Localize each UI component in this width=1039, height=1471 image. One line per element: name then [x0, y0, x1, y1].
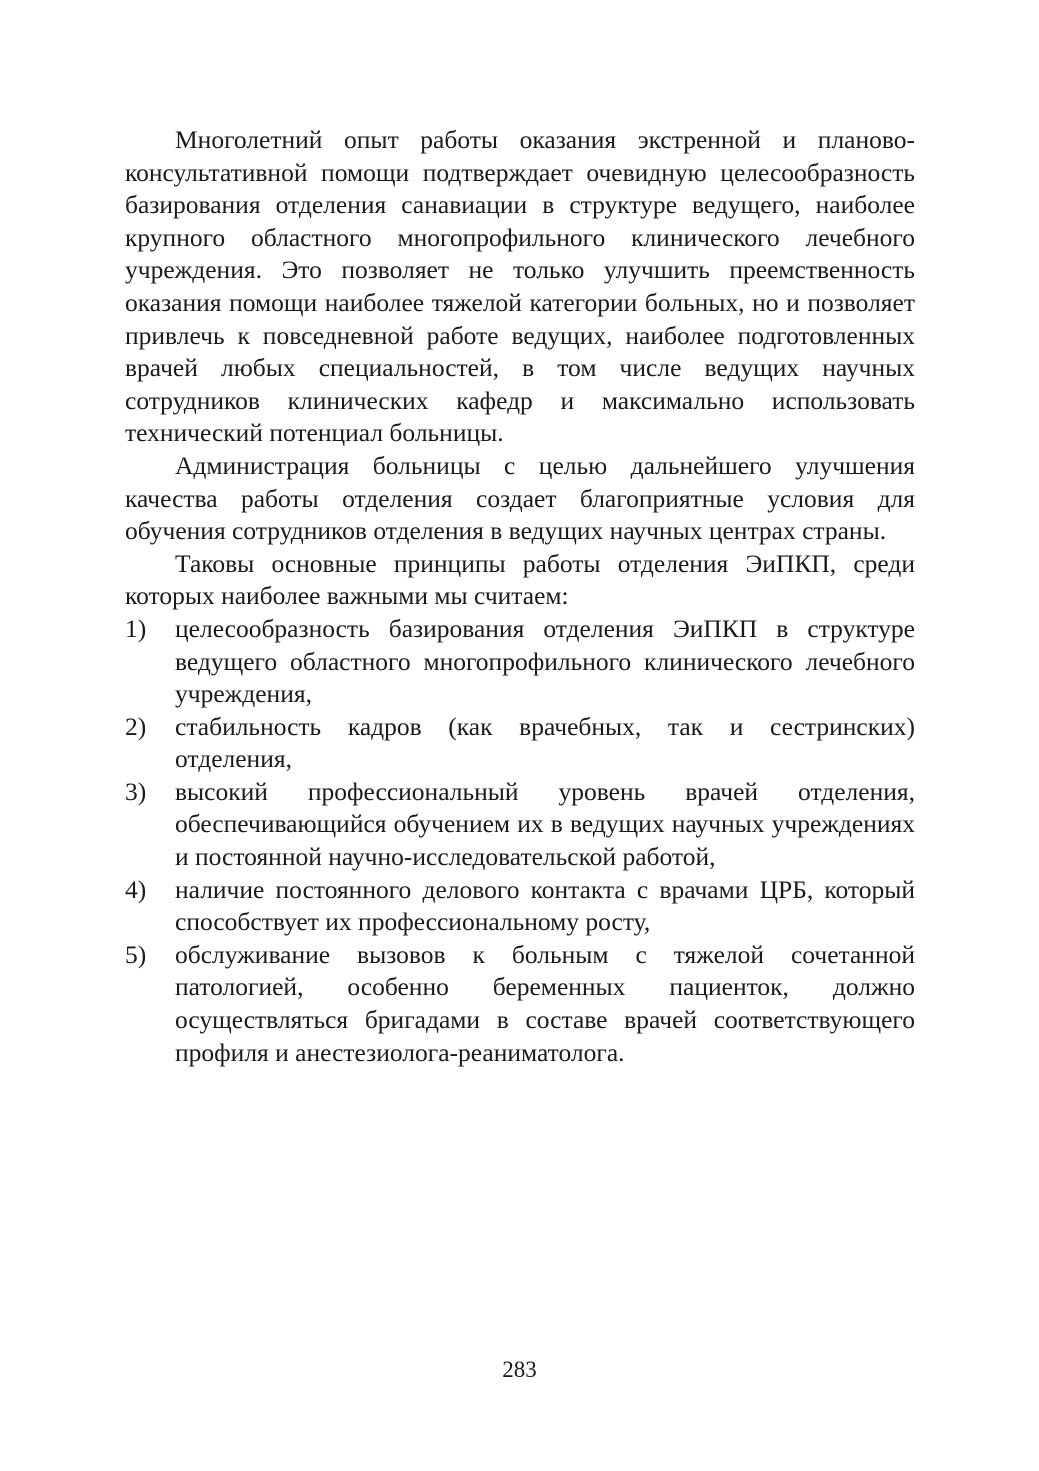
list-item-text: высокий профессиональный уровень врачей отделения, обеспечивающийся обучением их в ведущих научных учреждениях и постоянной научно-исследовательской работой, [175, 776, 915, 872]
page-body [125, 124, 915, 1069]
list-item [125, 613, 915, 711]
list-item [125, 711, 915, 776]
list-item [125, 776, 915, 874]
list-item-text: наличие постоянного делового контакта с врачами ЦРБ, который способствует их профессиональному росту, [175, 874, 915, 937]
paragraph-1: Многолетний опыт работы оказания экстренной и планово-консультативной помощи подтверждает очевидную целесообразность базирования отделения санавиации в структуре ведущего, наиболее крупного областного многопрофильного клинического лечебного учреждения. Это позволяет не только улучшить преемственность оказания помощи наиболее тяжелой категории больных, но и позволяет привлечь к повседневной работе ведущих, наиболее подготовленных врачей любых специальностей, в том числе ведущих научных сотрудников клинических кафедр и максимально использовать технический потенциал больницы. [125, 125, 915, 448]
list-item-number: 3) [125, 776, 147, 806]
list-item [125, 939, 915, 1069]
list-item-text: обслуживание вызовов к больным с тяжелой сочетанной патологией, особенно беременных пациенток, должно осуществляться бригадами в составе врачей соответствующего профиля и анестезиолога-реаниматолога. [175, 939, 915, 1067]
page-number: 283 [502, 1357, 537, 1382]
list-item [125, 874, 915, 939]
paragraph-2: Администрация больницы с целью дальнейшего улучшения качества работы отделения создает благоприятные условия для обучения сотрудников отделения в ведущих научных центрах страны. [125, 450, 915, 546]
paragraph-3: Таковы основные принципы работы отделения ЭиПКП, среди которых наиболее важными мы считаем: [125, 548, 915, 611]
list-item-number: 4) [125, 874, 147, 904]
list-item-number: 2) [125, 711, 147, 741]
list-item-text: стабильность кадров (как врачебных, так и сестринских) отделения, [175, 711, 915, 774]
principles-list [125, 613, 915, 1069]
list-item-text: целесообразность базирования отделения ЭиПКП в структуре ведущего областного многопрофильного клинического лечебного учреждения, [175, 613, 915, 709]
list-item-number: 1) [125, 613, 147, 643]
list-item-number: 5) [125, 939, 147, 969]
